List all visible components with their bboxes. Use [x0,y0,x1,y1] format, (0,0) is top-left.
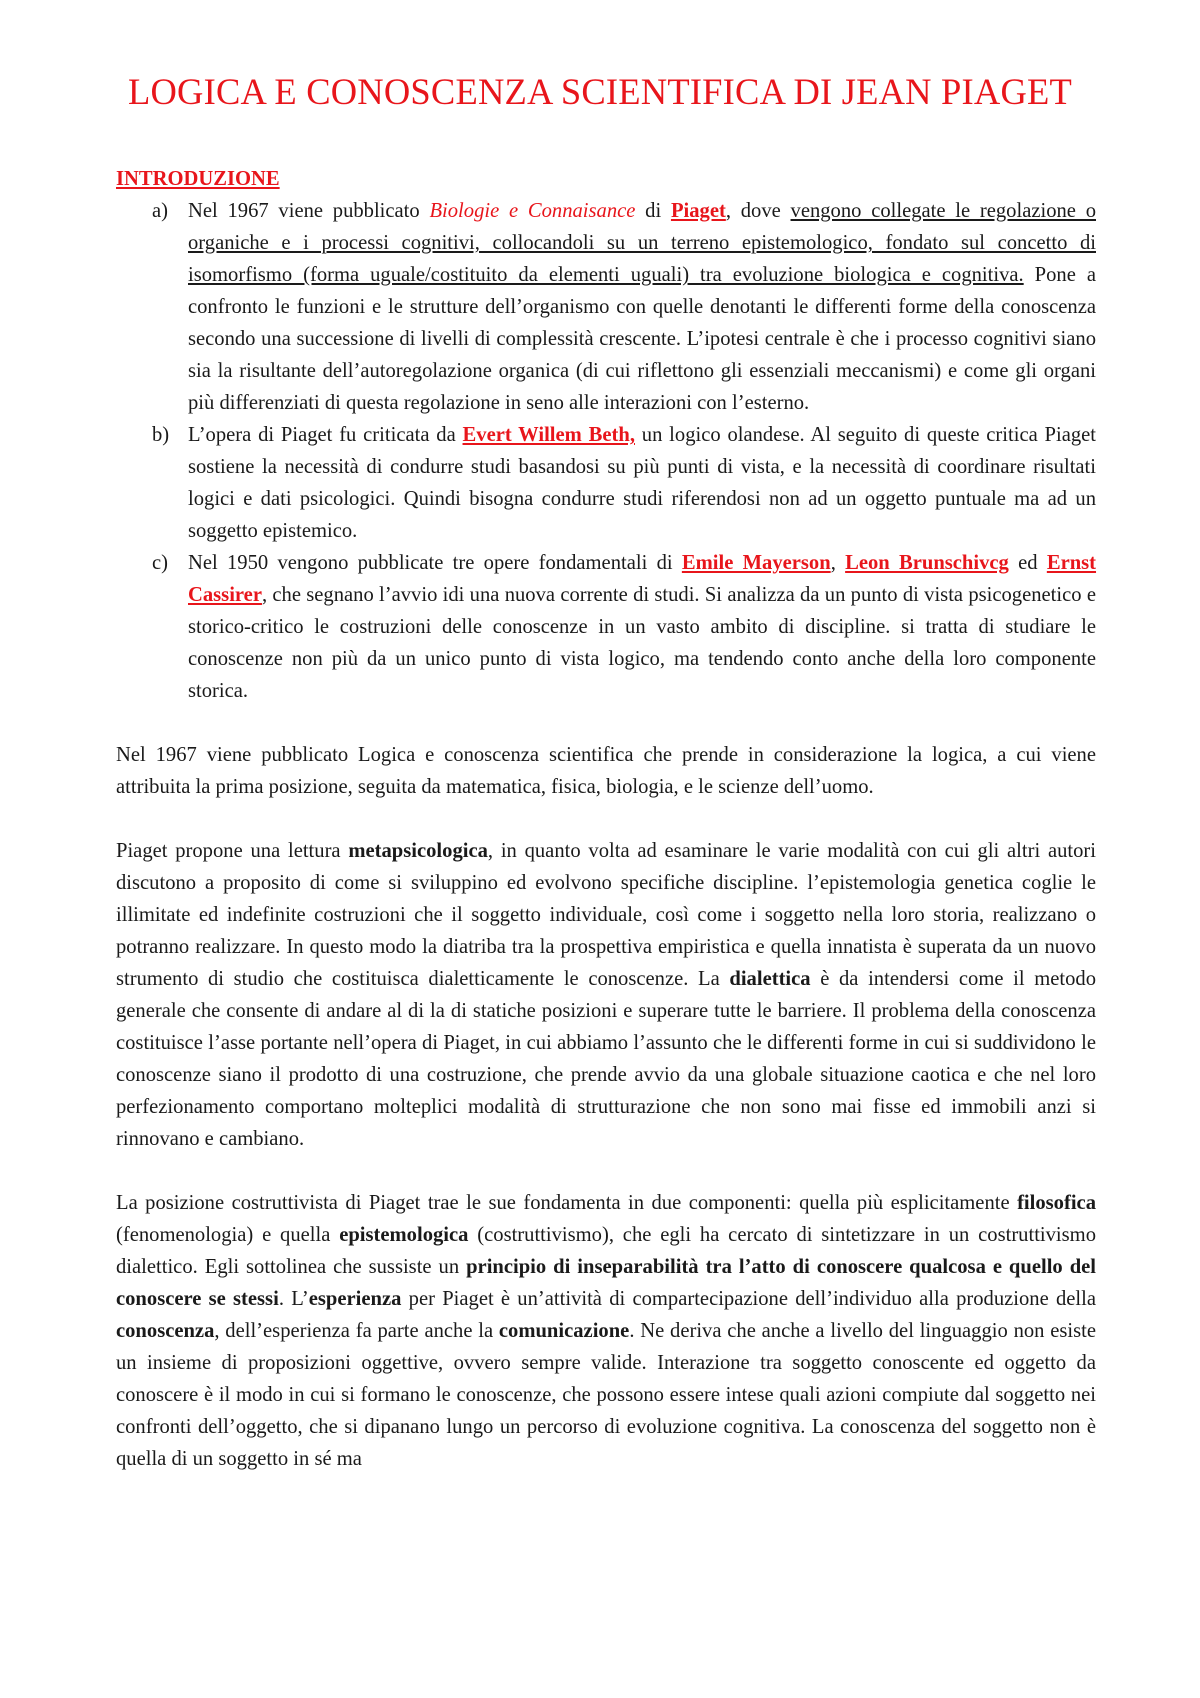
list-text: Pone a confronto le funzioni e le strutture dell’organismo con quelle denotanti le differenti forme della conoscenza secondo una successione di livelli di complessità crescente. L’ipotesi centrale è che i processo cognitivi siano sia la risultante dell’autoregolazione organica (di cui riflettono gli essenziali meccanismi) e come gli organi più differenziati di questa regolazione in seno alle interazioni con l’esterno. [188,264,1096,414]
spacer [116,1155,1096,1187]
bold-term-comunicazione: comunicazione [498,1320,630,1342]
list-text: Nel 1967 viene pubblicato [188,200,430,222]
bold-term-conoscenza: conoscenza [116,1320,215,1342]
paragraph-text: è da intendersi come il metodo generale che consente di andare al di la di statiche posizioni e superare tutte le barriere. Il problema della conoscenza costituisce l’asse portante nell’opera di Piaget, in cui abbiamo l’assunto che le differenti forme in cui si suddividono le conoscenze siano il prodotto di una costruzione, che prende avvio da una globale situazione caotica e che nel loro perfezionamento comportano molteplici modalità di strutturazione che non sono mai fisse ed immobili anzi si rinnovano e cambiano. [116,968,1096,1150]
intro-list [116,195,1096,707]
underlined-text: vengono collegate le regolazione o organiche e i processi cognitivi, collocandoli su un terreno epistemologico, fondato sul concetto di isomorfismo (forma uguale/costituito da elementi uguali) tra evoluzione biologica e cognitiva. [188,200,1096,286]
author-link-beth: Evert Willem Beth, [462,424,635,446]
list-item-c [116,547,1096,707]
list-marker: a) [152,200,168,222]
paragraph-text: La posizione costruttivista di Piaget trae le sue fondamenta in due componenti: quella più esplicitamente [116,1192,1018,1214]
section-heading-introduzione: INTRODUZIONE [116,168,280,190]
list-text: di [635,200,671,222]
document-title: LOGICA E CONOSCENZA SCIENTIFICA DI JEAN PIAGET [127,71,1072,112]
paragraph-metapsicologica [116,835,1096,1155]
author-link-piaget: Piaget [670,200,726,222]
spacer [116,707,1096,739]
paragraph-text: Piaget propone una lettura [116,840,349,862]
paragraph-text: per Piaget è un’attività di compartecipazione dell’individuo alla produzione della [401,1288,1097,1310]
list-text: Nel 1950 vengono pubblicate tre opere fondamentali di [188,552,682,574]
paragraph-text: . Ne deriva che anche a livello del linguaggio non esiste un insieme di proposizioni oggettive, ovvero sempre valide. Interazione tra soggetto conoscente ed oggetto da conoscere è il modo in cui si formano le conoscenze, che possono essere intese quali azioni compiute dal soggetto nei confronti dell’oggetto, che si dipanano lungo un percorso di evoluzione cognitiva. La conoscenza del soggetto non è quella di un soggetto in sé ma [116,1320,1097,1470]
paragraph-text: (fenomenologia) e quella [116,1224,340,1246]
list-text: , che segnano l’avvio idi una nuova corrente di studi. Si analizza da un punto di vista psicogenetico e storico-critico le costruzioni delle conoscenze in un vasto ambito di discipline. si tratta di studiare le conoscenze non più da un unico punto di vista logico, ma tendendo conto anche della loro componente storica. [188,584,1096,702]
paragraph-text: . L’ [278,1288,309,1310]
list-marker: c) [152,552,168,574]
list-text: ed [1008,552,1047,574]
paragraph-costruttivista [116,1187,1096,1475]
document-body [116,163,1096,1475]
book-title-biologie: Biologie e Connaisance [429,200,636,222]
bold-term-metapsicologica: metapsicologica [348,840,488,862]
paragraph-text: , in quanto volta ad esaminare le varie modalità con cui gli altri autori discutono a proposito di come si sviluppino ed evolvono specifiche discipline. l’epistemologia genetica coglie le illimitate ed indefinite costruzioni che il soggetto individuale, così come i soggetto nella loro storia, realizzano o potranno realizzare. In questo modo la diatriba tra la prospettiva empiristica e quella innatista è superata da un nuovo strumento di studio che costituisca dialetticamente le conoscenze. La [116,840,1096,990]
spacer [116,803,1096,835]
author-link-cassirer: Ernst Cassirer [188,552,1097,606]
list-item-a [116,195,1096,419]
list-item-b [116,419,1096,547]
bold-term-filosofica: filosofica [1017,1192,1096,1214]
author-link-brunschivcg: Leon Brunschivcg [845,552,1009,574]
paragraph-text: (costruttivismo), che egli ha cercato di sintetizzare in un costruttivismo dialettico. Egli sottolinea che sussiste un [116,1224,1096,1278]
list-text: un logico olandese. Al seguito di queste critica Piaget sostiene la necessità di condurre studi basandosi su più punti di vista, e la necessità di coordinare risultati logici e dati psicologici. Quindi bisogna condurre studi riferendosi non ad un oggetto puntuale ma ad un soggetto epistemico. [188,424,1097,542]
bold-term-esperienza: esperienza [308,1288,402,1310]
list-marker: b) [152,424,170,446]
paragraph-text: , dell’esperienza fa parte anche la [214,1320,499,1342]
list-text: L’opera di Piaget fu criticata da [188,424,463,446]
list-text: , [830,552,846,574]
author-link-mayerson: Emile Mayerson [681,552,831,574]
bold-term-dialettica: dialettica [729,968,811,990]
paragraph-logica: Nel 1967 viene pubblicato Logica e conoscenza scientifica che prende in considerazione la logica, a cui viene attribuita la prima posizione, seguita da matematica, fisica, biologia, e le scienze dell’uomo. [116,744,1096,798]
bold-term-epistemologica: epistemologica [339,1224,469,1246]
bold-term-principio: principio di inseparabilità tra l’atto di conoscere qualcosa e quello del conoscere se stessi [116,1256,1097,1310]
list-text: , dove [725,200,791,222]
